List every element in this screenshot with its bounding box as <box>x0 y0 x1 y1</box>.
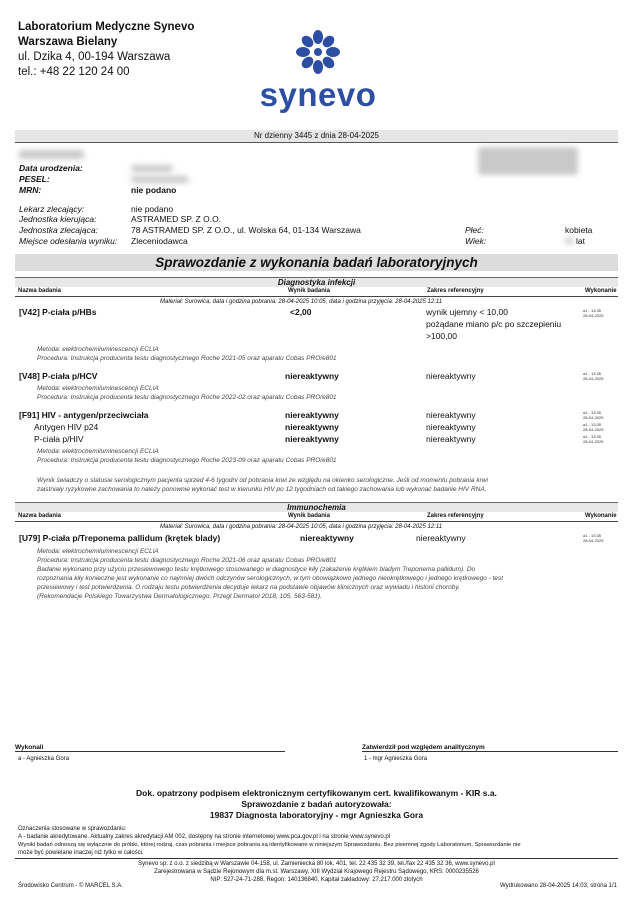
test-hcv-stamp: a1 - 13:35 28-04-2025 <box>583 371 604 381</box>
section-infections: Diagnostyka infekcji <box>15 277 618 287</box>
test-hiv-ab-stamp: a1 - 13:35 28-04-2025 <box>583 434 604 444</box>
legend-line-3: Wyniki badań odnoszą się wyłącznie do próbki, której rodzaj, czas pobrania i miejsce pobrania są identyfikowane w niniejszym Sprawozdaniu. Bez pisemnej zgody Laboratorium, Sprawozdanie nie <box>18 842 521 848</box>
age-unit: lat <box>576 236 585 246</box>
lab-header <box>18 20 194 80</box>
test-hiv-method: Metoda: elektrochemiluminescencji ECLIA <box>37 448 159 455</box>
material-info-2: Materiał: Surowica, data i godzina pobrania: 28-04-2025 10:05, data i godzina przyjęcia: 28-04-2025 12:11 <box>160 524 443 530</box>
performed-label: Wykonali <box>15 744 285 752</box>
approved-value: 1 - mgr Agnieszka Gora <box>364 756 428 762</box>
approved-label: Zatwierdził pod względem analitycznym <box>362 744 618 752</box>
sex-value: kobieta <box>565 225 593 235</box>
legend-line-4: może być powielane inaczej niż tylko w całości. <box>18 850 144 856</box>
signature-line-2: Sprawozdanie z badań autoryzowała: <box>241 799 392 809</box>
test-hcv-value: niereaktywny <box>285 371 339 381</box>
footer-right: Wydrukowano 28-04-2025 14:03, strona 1/1 <box>499 883 617 889</box>
footer-left: Środowisko Centrum - © MARCEL S.A. <box>18 883 123 889</box>
test-hiv-name: [F91] HIV - antygen/przeciwciała <box>19 410 149 420</box>
test-hbs-ref3: >100,00 <box>426 331 457 341</box>
test-hiv-stamp: a1 - 13:35 28-04-2025 <box>583 410 604 420</box>
test-hiv-p24-ref: niereaktywny <box>426 422 476 432</box>
section-immuno: Immunochemia <box>15 502 618 512</box>
col-name: Nazwa badania <box>18 288 62 294</box>
company-block <box>15 860 618 884</box>
col-ref: Zakres referencyjny <box>427 288 484 294</box>
legend-line-1: Oznaczenia stosowane w sprawozdaniu: <box>18 826 127 832</box>
lab-branch: Warszawa Bielany <box>18 36 118 48</box>
test-hcv-method: Metoda: elektrochemiluminescencji ECLIA <box>37 385 159 392</box>
test-hcv-procedure: Procedura: Instrukcja producenta testu diagnostycznego Roche 2022-02 oraz aparatu Cobas PRO/e801 <box>37 394 337 401</box>
col-done: Wykonanie <box>585 288 617 294</box>
company-line-1: Synevo sp. z o.o. z siedzibą w Warszawie 04-158, ul. Zamieniecka 80 lok. 401, tel. 22 435 32 39, tel./fax 22 435 32 36, www.synevo.pl <box>138 861 495 867</box>
send-value: Zleceniodawca <box>131 236 188 246</box>
performed-value: a - Agnieszka Gora <box>18 756 70 762</box>
test-tp-method: Metoda: elektrochemiluminescencji ECLIA <box>37 548 159 555</box>
test-hbs-method: Metoda: elektrochemiluminescencji ECLIA <box>37 346 159 353</box>
dob-label: Data urodzenia: <box>19 163 83 173</box>
test-hiv-note-2: zaistniały ryzykowne zachowania to należy ponownie wykonać test w kierunku HIV po 12 tygodniach od takiego zachowania lub wykonać badanie HIV RNA. <box>37 486 487 493</box>
col-name-2: Nazwa badania <box>18 513 62 519</box>
test-hiv-ref: niereaktywny <box>426 410 476 420</box>
test-hbs-name: [V42] P-ciała p/HBs <box>19 307 97 317</box>
footer-divider <box>15 858 618 859</box>
col-ref-2: Zakres referencyjny <box>427 513 484 519</box>
doctor-value: nie podano <box>131 204 174 214</box>
test-hbs-ref2: pożądane miano p/c po szczepieniu <box>426 319 562 329</box>
synevo-logo <box>258 28 378 113</box>
mrn-label: MRN: <box>19 185 42 195</box>
pesel-value-redacted <box>131 176 189 183</box>
test-hbs-ref1: wynik ujemny < 10,00 <box>426 307 508 317</box>
col-result: Wynik badania <box>288 288 330 294</box>
pesel-label: PESEL: <box>19 174 50 184</box>
test-hcv-name: [V48] P-ciała p/HCV <box>19 371 98 381</box>
test-tp-ref: niereaktywny <box>416 533 466 543</box>
test-hbs-procedure: Procedura: Instrukcja producenta testu diagnostycznego Roche 2021-05 oraz aparatu Cobas PRO/e801 <box>37 355 337 362</box>
logo-wordmark: synevo <box>259 76 377 113</box>
signature-block <box>15 788 618 821</box>
ordering-label: Jednostka zlecająca: <box>19 225 98 235</box>
lab-name: Laboratorium Medyczne Synevo <box>18 21 195 33</box>
column-header-row-2 <box>15 512 618 522</box>
mrn-value: nie podano <box>131 185 177 195</box>
company-line-2: Zarejestrowana w Sądzie Rejonowym dla m.st. Warszawy, XIII Wydział Krajowego Rejestru Sądowego, KRS: 0000235526 <box>154 869 479 875</box>
test-hiv-p24-stamp: a1 - 13:35 28-04-2025 <box>583 422 604 432</box>
test-hcv-ref: niereaktywny <box>426 371 476 381</box>
test-hiv-p24-value: niereaktywny <box>285 422 339 432</box>
legend-block <box>18 825 618 857</box>
lab-address: ul. Dzika 4, 00-194 Warszawa <box>18 51 171 63</box>
age-label: Wiek: <box>465 236 487 246</box>
sex-label: Płeć: <box>465 225 484 235</box>
report-title: Sprawozdanie z wykonania badań laboratoryjnych <box>15 254 618 271</box>
test-hiv-value: niereaktywny <box>285 410 339 420</box>
lab-phone: tel.: +48 22 120 24 00 <box>18 66 130 78</box>
company-line-3: NIP: 527-24-71-288, Regon: 140136840, Kapitał zakładowy: 27.217.000 złotych <box>210 877 423 883</box>
signature-line-3: 19837 Diagnosta laboratoryjny - mgr Agnieszka Gora <box>209 810 424 820</box>
test-hiv-procedure: Procedura: Instrukcja producenta testu diagnostycznego Roche 2023-09 oraz aparatu Cobas PRO/e801 <box>37 457 337 464</box>
doctor-label: Lekarz zlecający: <box>19 204 85 214</box>
ordering-value: 78 ASTRAMED SP. Z O.O., ul. Wolska 64, 01-134 Warszawa <box>131 225 361 235</box>
test-hiv-ab-ref: niereaktywny <box>426 434 476 444</box>
dob-value-redacted <box>131 165 173 172</box>
test-hbs-stamp: a1 - 13:35 28-04-2025 <box>583 308 604 318</box>
test-tp-stamp: a1 - 13:35 28-04-2025 <box>583 533 604 543</box>
test-tp-name: [U79] P-ciała p/Treponema pallidum (krętek blady) <box>19 533 221 543</box>
test-tp-value: niereaktywny <box>300 533 354 543</box>
age-number-redacted <box>565 238 574 244</box>
material-info: Materiał: Surowica, data i godzina pobrania: 28-04-2025 10:05, data i godzina przyjęcia: 28-04-2025 12:11 <box>160 299 443 305</box>
signature-line-1: Dok. opatrzony podpisem elektronicznym certyfikowanym cert. kwalifikowanym - KIR s.a. <box>136 788 497 798</box>
test-tp-note-3: przesiewowy i test potwierdzenia. O rodzaju testu potwierdzenia decyduje lekarz na podstawie objawów klinicznych oraz wywiadu i historii choroby. <box>37 584 460 591</box>
unit-value: ASTRAMED SP. Z O.O. <box>131 214 222 224</box>
unit-label: Jednostka kierująca: <box>19 214 97 224</box>
flower-icon <box>258 28 378 78</box>
test-tp-note-4: (Rekomendacje Polskiego Towarzystwa Dermatologicznego. Przegl Dermatol 2018, 105, 563-581). <box>37 593 322 600</box>
col-result-2: Wynik badania <box>288 513 330 519</box>
column-header-row <box>15 287 618 297</box>
legend-line-2: A - badanie akredytowane. Aktualny zakres akredytacji AM 002, dostępny na stronie internetowej www.pca.gov.pl i na stronie www.synevo.pl <box>18 834 391 840</box>
test-hiv-ab-name: P-ciała p/HIV <box>34 434 84 444</box>
barcode-redacted <box>478 147 578 175</box>
test-hbs-value: <2,00 <box>290 307 312 317</box>
daily-number-bar: Nr dzienny 3445 z dnia 28-04-2025 <box>15 130 618 143</box>
patient-name-redacted <box>19 150 84 159</box>
test-hiv-p24-name: Antygen HIV p24 <box>34 422 99 432</box>
test-tp-procedure: Procedura: Instrukcja producenta testu diagnostycznego Roche 2021-06 oraz aparatu Cobas PRO/e801 <box>37 557 337 564</box>
test-hiv-note-1: Wynik świadczy o statusie serologicznym pacjenta sprzed 4-6 tygodni od pobrania krwi ze względu na okienko serologiczne. Jeśli od momentu pobrania krwi <box>37 477 488 484</box>
test-tp-note-1: Badanie wykonano przy użyciu przesiewowego testu krętkowego stosowanego w diagnostyce kiły (zakażenie krętkiem bladym Treponema pallidum). Do <box>37 566 476 573</box>
col-done-2: Wykonanie <box>585 513 617 519</box>
test-tp-note-2: rozpoznania kiły konieczne jest wykonanie co najmniej dwóch odczynów serologicznych, w tym obowiązkowo jednego nieokrętkowego i jednego krętkowego - test <box>37 575 504 582</box>
test-hiv-ab-value: niereaktywny <box>285 434 339 444</box>
send-label: Miejsce odesłania wyniku: <box>19 236 118 246</box>
